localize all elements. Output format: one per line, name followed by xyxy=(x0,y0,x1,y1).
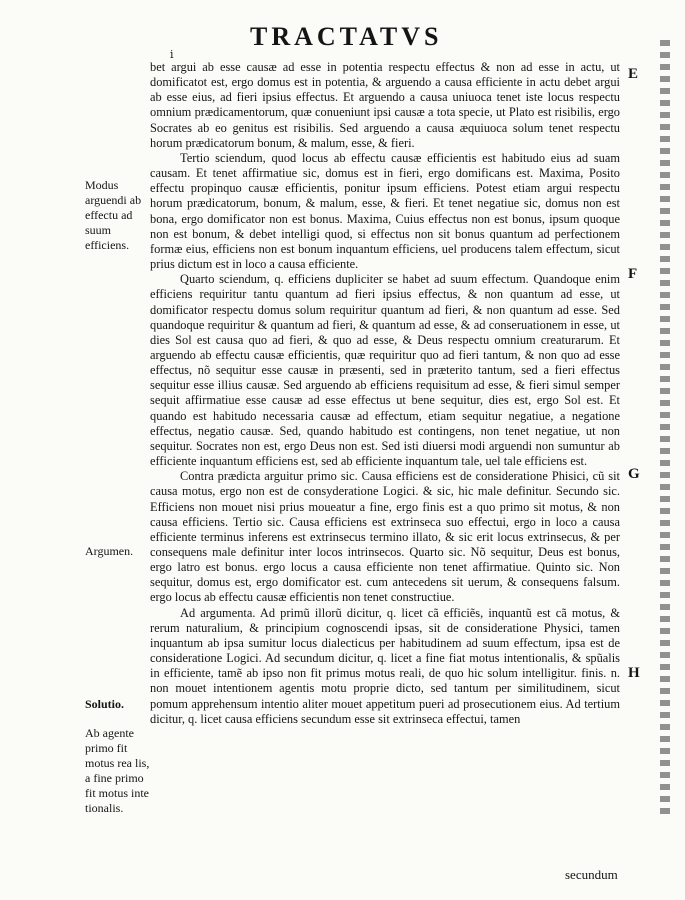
catchword: secundum xyxy=(565,867,618,882)
section-letter-e: E xyxy=(628,66,639,82)
page-mark: i xyxy=(170,48,174,61)
margin-note-abiagente: Ab agente primo fit motus rea lis, a fine primo fit motus inte tionalis. xyxy=(85,726,150,815)
paragraph-5: Ad argumenta. Ad primũ illorũ dicitur, q. licet cã efficiẽs, inquantũ est cã motus, & rerum naturalium, & principium cognoscendi ipsas, sit de consideratione Physici, tamen inquantum ab ipsa sumitur locus dialecticus per habitudinem ad suum effectum, ipsa est de consideratione Logici. Ad secundum dicitur, q. licet a fine fiat motus intentionalis, & spũalis in efficiente, tamẽ ab ipso non fit primus motus reali, de quo hic solum intelligitur. finis. n. non mouet intentionem agentis motu proprie dicto, sed tantum per similitudinem, sicut pomum apprehensum intentio aliter mouet appetitum pueri ad prosecutionem eius. Ad tertium dicitur, q. licet causa efficiens secundum esse sit extrinseca effectui, tamen xyxy=(150,605,620,726)
margin-note-solutio: Solutio. xyxy=(85,697,125,711)
binding-edge xyxy=(660,40,670,820)
margin-note-modus: Modus arguendi ab effectu ad suum efficiens. xyxy=(85,178,142,252)
running-title: TRACTATVS xyxy=(250,22,443,51)
paragraph-1: bet argui ab esse causæ ad esse in potentia respectu effectus & non ad esse in actu, ut domificatot est, ergo domus est in potentia, & arguendo a causa efficiente in actu debet argui ab esse eius, ad fieri ipsius effectus. Et arguendo a causa uniuoca tenet iste locus respectu omnium prædicamentorum, quæ conueniunt ipsi causæ a tota specie, ut Plato est risibilis, ergo Socrates ab eo genitus est risibilis. Sed arguendo a causa æquiuoca solum tenet respectu horum prædicatorum bonum, & malum, esse, & fieri. xyxy=(150,60,620,150)
section-letter-h: H xyxy=(628,665,640,681)
margin-note-argumen: Argumen. xyxy=(85,544,134,558)
paragraph-3: Quarto sciendum, q. efficiens dupliciter se habet ad suum effectum. Quandoque enim efficiens requiritur tantu quantum ad fieri ipsius effectus, & non quantum ad esse, ut domificator respectu domus solum requiritur quantum ad fieri, & non quantum ad esse. Sed quandoque requiritur & quantum ad fieri, & quantum ad esse, & ad conseruationem in esse, ut dies Sol est causa quo ad fieri, & quo ad esse, & Deus respectu omnium creaturarum. Et arguendo ab effectu causæ efficientis, quæ requiritur quo ad fieri tantum, & non quo ad esse effectus, nõ sequitur esse causæ in præsenti, sed in præterito tantum, sed a fieri effectus sequitur esse illius causæ. Sed arguendo ab efficiens requisitum ad esse, & fieri simul semper sequit affirmatiue esse causæ ad esse effectus ut bene sequitur, dies est, ergo Sol est. Et quando est habitudo necessaria causæ ad effectum, etiam sequitur negatiue, a negatione effectus, negatio causæ. Sed, quando habitudo est contingens, non tenet negatiue, ut non sequitur. Socrates non est, ergo Deus non est. Sed isti diuersi modi arguendi non sumuntur ab efficiente inquantum efficiens est, sed ab efficiente inquantum tale, uel tale efficiens est. xyxy=(150,272,620,469)
main-text xyxy=(150,60,620,727)
paragraph-2: Tertio sciendum, quod locus ab effectu causæ efficientis est habitudo eius ad suam causam. Et tenet affirmatiue sic, domus est in fieri, ergo domificans est. Maxima, Posito effectu propinquo causæ efficientis, ponitur ipsum efficiens. Potest etiam argui respectu horum prædicatorum, bonum, & malum, esse, & fieri. Et tenet negatiue sic, domus non est bona, ergo domificator non est bonus. Maxima, Cuius effectus non est bonus, ipsum quoque non est bonum, & debet intelligi quod, si effectus non sit bonus quantum ad perfectionem formæ eius, efficiens non est bonum inquantum efficiens, uel producens talem effectum, sicut prius dictum est in loco a causa efficiente. xyxy=(150,150,620,272)
section-letter-g: G xyxy=(628,466,640,482)
paragraph-4: Contra prædicta arguitur primo sic. Causa efficiens est de consideratione Phisici, cũ sit causa motus, ergo non est de consyderatione Logici. & sic, hic male definitur. Secundo sic. Efficiens non mouet nisi prius moueatur a fine, ergo finis est a quo primo sit motus, & non causa efficiens. Tertio sic. Causa efficiens est extrinseca suo effectui, ergo in loco a causa efficiente terminus inferens est extrinsecus termino illato, & sic erit locus extrinsecus, & per consequens male definitur inter locos intrinsecos. Quarto sic. Nõ sequitur, Deus est bonus, ergo latro est bonus. ergo locus a causa efficiente non tenet affirmatiue. Quinto sic. Non sequitur, domus est, ergo domificator est. cum antecedens sit uerum, & consequens falsum. ergo locus ab effectu causæ efficientis non tenet constructiue. xyxy=(150,469,620,605)
section-letter-f: F xyxy=(628,266,638,282)
